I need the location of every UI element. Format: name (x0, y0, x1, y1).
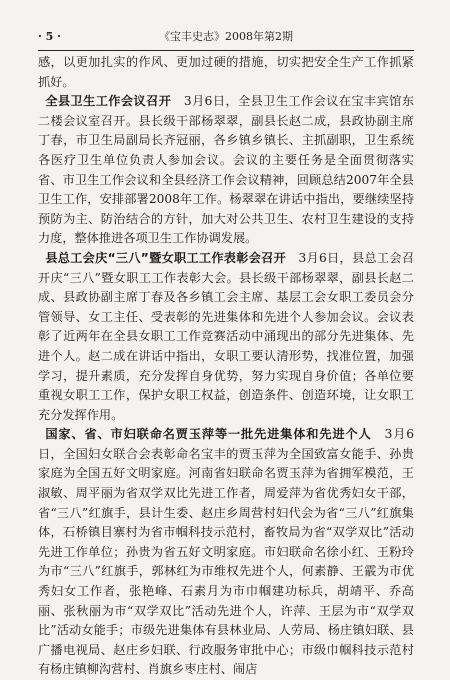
paragraph-text: 感，以更加扎实的作风、更加过硬的措施，切实把安全生产工作抓紧抓好。 (38, 55, 414, 89)
news-item-health-meeting (38, 92, 414, 249)
news-text: 3月6日，县总工会召开庆“三八”暨女职工工作表彰大会。县长级干部杨翠翠，副县长赵二成、县政协副主席丁春及各乡镇工会主席、基层工会女职工委员会分管领导、女工主任、受表彰的先进集体和先进个人参加会议。会议表彰了近两年在全县女职工工作竞赛活动中涌现出的部分先进集体、先进个人。赵二成在讲话中指出，女职工要认清形势，找准位置，加强学习，提升素质，充分发挥自身优势，努力实现自身价值；各单位要重视女职工工作，保护女职工权益，创造条件、创造环境，让女职工充分发挥作用。 (38, 250, 414, 422)
page-header (38, 24, 414, 50)
article-body (38, 53, 414, 680)
news-heading: 全县卫生工作会议召开 (45, 94, 172, 109)
news-item-union-meeting (38, 249, 414, 425)
page-number: · 5 · (38, 30, 61, 43)
paragraph-continuation (38, 53, 414, 92)
news-item-womens-federation (38, 425, 414, 680)
news-heading: 国家、省、市妇联命名贾玉萍等一批先进集体和先进个人 (45, 427, 372, 442)
document-page (0, 24, 450, 677)
news-text: 3月6日，全国妇女联合会表彰命名宝丰的贾玉萍为全国致富女能手、孙贵家庭为全国五好文明家庭。河南省妇联命名贾玉萍为省拥军模范，王淑敏、周平丽为省双学双比先进工作者，周爱萍为省优秀妇女干部，省“三八”红旗手，县计生委、赵庄乡周营村妇代会为省“三八”红旗集体，石桥镇目寨村为省市帼科技示范村，畜牧局为省“双学双比”活动先进工作单位；孙贵为省五好文明家庭。市妇联命名徐小红、王粉玲为市“三八”红旗手，郭林红为市维权先进个人，何素静、王霰为市优秀妇女工作者，张艳峰、石素月为市巾帼建功标兵，胡靖平、乔高丽、张秋丽为市“双学双比”活动先进个人，许萍、王层为市“双学双比”活动女能手；市级先进集体有县林业局、人劳局、杨庄镇妇联、县广播电视局、赵庄乡妇联、行政服务审批中心；市级巾帼科技示范村有杨庄镇柳沟营村、肖旗乡枣庄村、闹店 (38, 427, 414, 677)
header-rule (38, 50, 414, 51)
journal-issue-title: 《宝丰史志》2008年第2期 (159, 30, 293, 43)
news-text: 3月6日，全县卫生工作会议在宝丰宾馆东二楼会议室召开。县长级干部杨翠翠，副县长赵二成，县政协副主席丁春，市卫生局副局长齐冠丽，各乡镇乡镇长、主抓副职，卫生系统各医疗卫生单位负责人参加会议。会议的主要任务是全面贯彻落实省、市卫生工作会议和全县经济工作会议精神，回顾总结2007年全县卫生工作，安排部署2008年工作。杨翠翠在讲话中指出，要继续坚持预防为主、防治结合的方针，加大对公共卫生、农村卫生建设的支持力度，整体推进各项卫生工作协调发展。 (38, 94, 415, 246)
news-heading: 县总工会庆“三八”暨女职工工作表彰会召开 (45, 250, 287, 265)
